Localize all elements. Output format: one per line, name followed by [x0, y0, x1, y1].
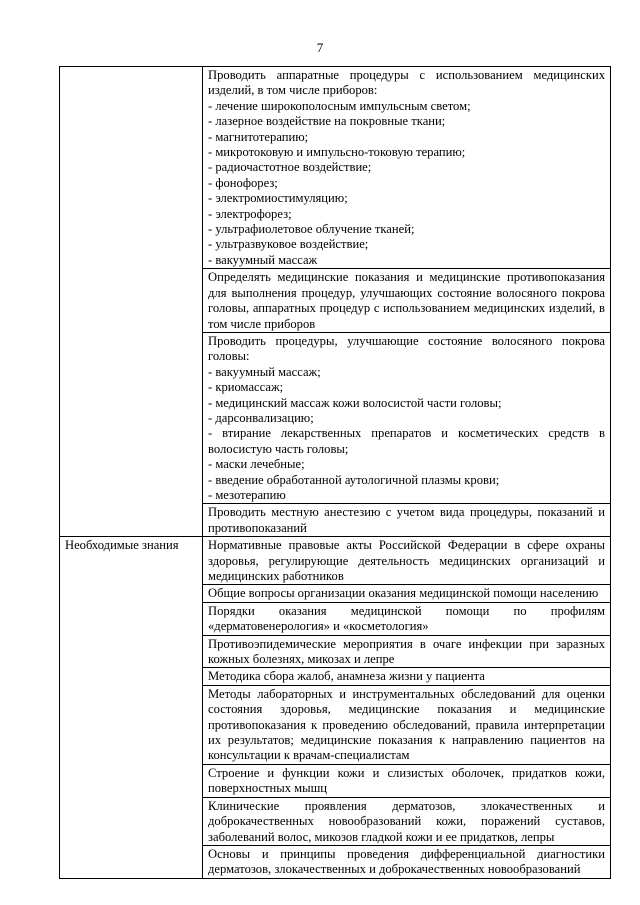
cell-text: Проводить местную анестезию с учетом вида процедуры, показаний и противопоказаний [208, 505, 605, 535]
list-item: - дарсонвализацию; [208, 410, 314, 425]
list-item: - фонофорез; [208, 175, 278, 190]
table-row [60, 67, 611, 269]
knowledge-cell [203, 602, 611, 635]
skill-cell-anesthesia [203, 504, 611, 537]
list-item: - медицинский массаж кожи волосистой части головы; [208, 395, 502, 410]
knowledge-cell [203, 764, 611, 797]
list-item: - маски лечебные; [208, 457, 305, 472]
knowledge-cell [203, 685, 611, 764]
cell-text: Методика сбора жалоб, анамнеза жизни у пациента [208, 669, 485, 684]
list-item: - ультразвуковое воздействие; [208, 237, 369, 252]
row-label-empty [60, 67, 203, 537]
page-number: 7 [316, 40, 324, 55]
knowledge-cell [203, 797, 611, 845]
cell-text: Основы и принципы проведения дифференциальной диагностики дерматозов, злокачественных и доброкачественных новообразований [208, 846, 605, 877]
knowledge-cell [203, 537, 611, 585]
list-item: - вакуумный массаж; [208, 364, 321, 379]
list-item: - магнитотерапию; [208, 129, 309, 144]
list-item: - вакуумный массаж [208, 252, 318, 267]
list-item: - лечение широкополосным импульсным светом; [208, 98, 471, 113]
cell-text: Проводить процедуры, улучшающие состояние волосяного покрова головы: [208, 333, 605, 364]
cell-text: Нормативные правовые акты Российской Федерации в сфере охраны здоровья, регулирующие деятельность медицинских организаций и медицинских работников [208, 538, 605, 583]
cell-text: Общие вопросы организации оказания медицинской помощи населению [208, 586, 599, 601]
cell-text: Противоэпидемические мероприятия в очаге инфекции при заразных кожных болезнях, микозах и лепре [208, 636, 605, 667]
skill-cell-hardware-procedures [203, 67, 611, 269]
list-item: - микротоковую и импульсно-токовую терапию; [208, 145, 466, 160]
knowledge-cell [203, 635, 611, 668]
list-item: - электромиостимуляцию; [208, 191, 348, 206]
list-item: - электрофорез; [208, 206, 292, 221]
competency-table [59, 66, 611, 879]
cell-text: Клинические проявления дерматозов, злокачественных и доброкачественных новообразований кожи, поражений суставов, заболеваний волос, микозов гладкой кожи и ее придатков, лепры [208, 798, 605, 844]
table-row [60, 537, 611, 585]
list-item: - втирание лекарственных препаратов и косметических средств в волосистую часть головы; [208, 426, 605, 456]
cell-text: Строение и функции кожи и слизистых оболочек, придатков кожи, поверхностных мышц [208, 765, 605, 796]
list-item: - ультрафиолетовое облучение тканей; [208, 222, 415, 237]
cell-text: Определять медицинские показания и медицинские противопоказания для выполнения процедур, улучшающих состояние волосяного покрова головы, аппаратных процедур с использованием медицинских изделий, в том числе приборов [208, 270, 605, 331]
list-item: - лазерное воздействие на покровные ткани; [208, 114, 446, 129]
skill-cell-indications [203, 269, 611, 333]
list-item: - криомассаж; [208, 380, 284, 395]
knowledge-cell [203, 585, 611, 602]
skill-cell-scalp-procedures [203, 332, 611, 503]
list-item: - введение обработанной аутологичной плазмы крови; [208, 472, 500, 487]
knowledge-cell [203, 668, 611, 685]
row-label-required-knowledge: Необходимые знания [60, 537, 203, 879]
list-item: - радиочастотное воздействие; [208, 160, 372, 175]
knowledge-cell [203, 845, 611, 878]
cell-text: Порядки оказания медицинской помощи по профилям «дерматовенерология» и «косметология» [208, 603, 605, 634]
cell-text: Методы лабораторных и инструментальных обследований для оценки состояния здоровья, медицинские показания и медицинские противопоказания к проведению обследований, правила интерпретации их результатов; медицинские показания к направлению пациентов на консультации к врачам-специалистам [208, 686, 605, 763]
cell-text: Проводить аппаратные процедуры с использованием медицинских изделий, в том числе приборов: [208, 68, 605, 98]
list-item: - мезотерапию [208, 487, 286, 502]
